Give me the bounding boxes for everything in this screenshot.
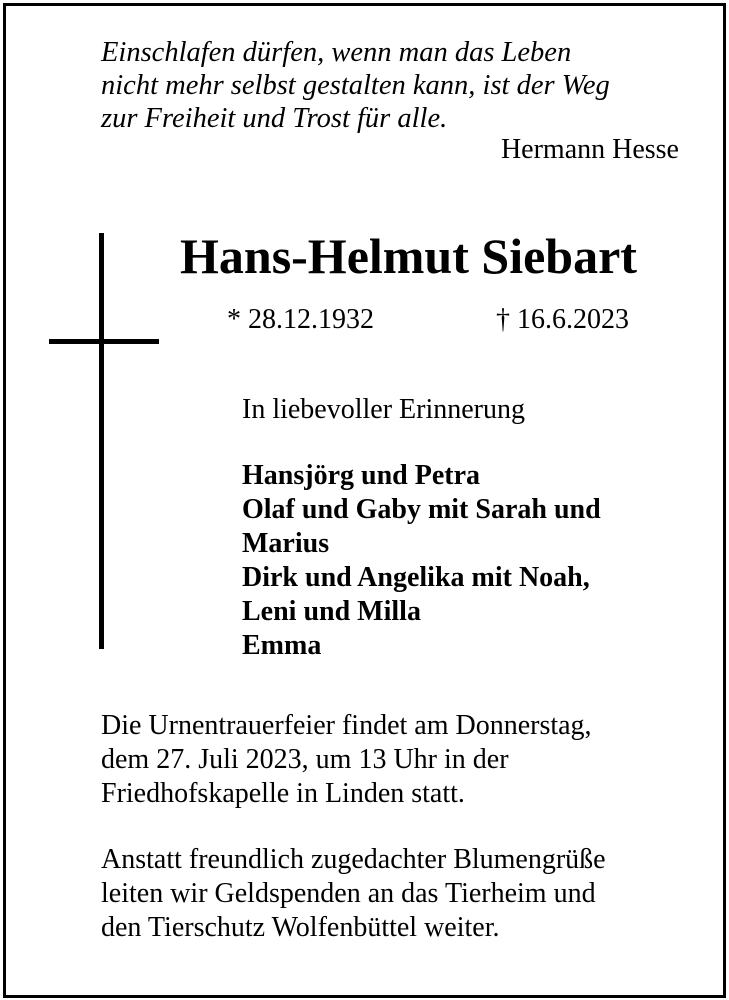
donation-line: Anstatt freundlich zugedachter Blumengrüße: [101, 844, 606, 875]
donation-line: den Tierschutz Wolfenbüttel weiter.: [101, 912, 500, 943]
quote-author: Hermann Hesse: [500, 134, 679, 165]
donation-line: leiten wir Geldspenden an das Tierheim und: [101, 878, 596, 909]
deceased-name: Hans-Helmut Siebart: [180, 228, 637, 284]
family-line: Emma: [242, 630, 322, 661]
cross-horizontal-bar: [49, 339, 159, 344]
cross-vertical-bar: [99, 233, 104, 649]
quote: [101, 36, 701, 135]
family-line: Dirk und Angelika mit Noah,: [242, 562, 590, 593]
birth-date: * 28.12.1932: [227, 304, 374, 335]
quote-line: Einschlafen dürfen, wenn man das Leben: [101, 37, 572, 68]
service-notice: [101, 709, 592, 811]
family-list: [242, 459, 601, 663]
quote-line: nicht mehr selbst gestalten kann, ist der Weg: [101, 70, 610, 101]
donation-notice: [101, 843, 606, 945]
quote-line: zur Freiheit und Trost für alle.: [101, 103, 448, 134]
remembrance-text: In liebevoller Erinnerung: [242, 394, 526, 425]
service-line: Friedhofskapelle in Linden statt.: [101, 778, 465, 809]
family-line: Hansjörg und Petra: [242, 460, 480, 491]
service-line: dem 27. Juli 2023, um 13 Uhr in der: [101, 744, 509, 775]
service-line: Die Urnentrauerfeier findet am Donnerstag,: [101, 710, 592, 741]
family-line: Marius: [242, 528, 330, 559]
family-line: Olaf und Gaby mit Sarah und: [242, 494, 601, 525]
family-line: Leni und Milla: [242, 596, 421, 627]
death-date: † 16.6.2023: [496, 304, 629, 335]
